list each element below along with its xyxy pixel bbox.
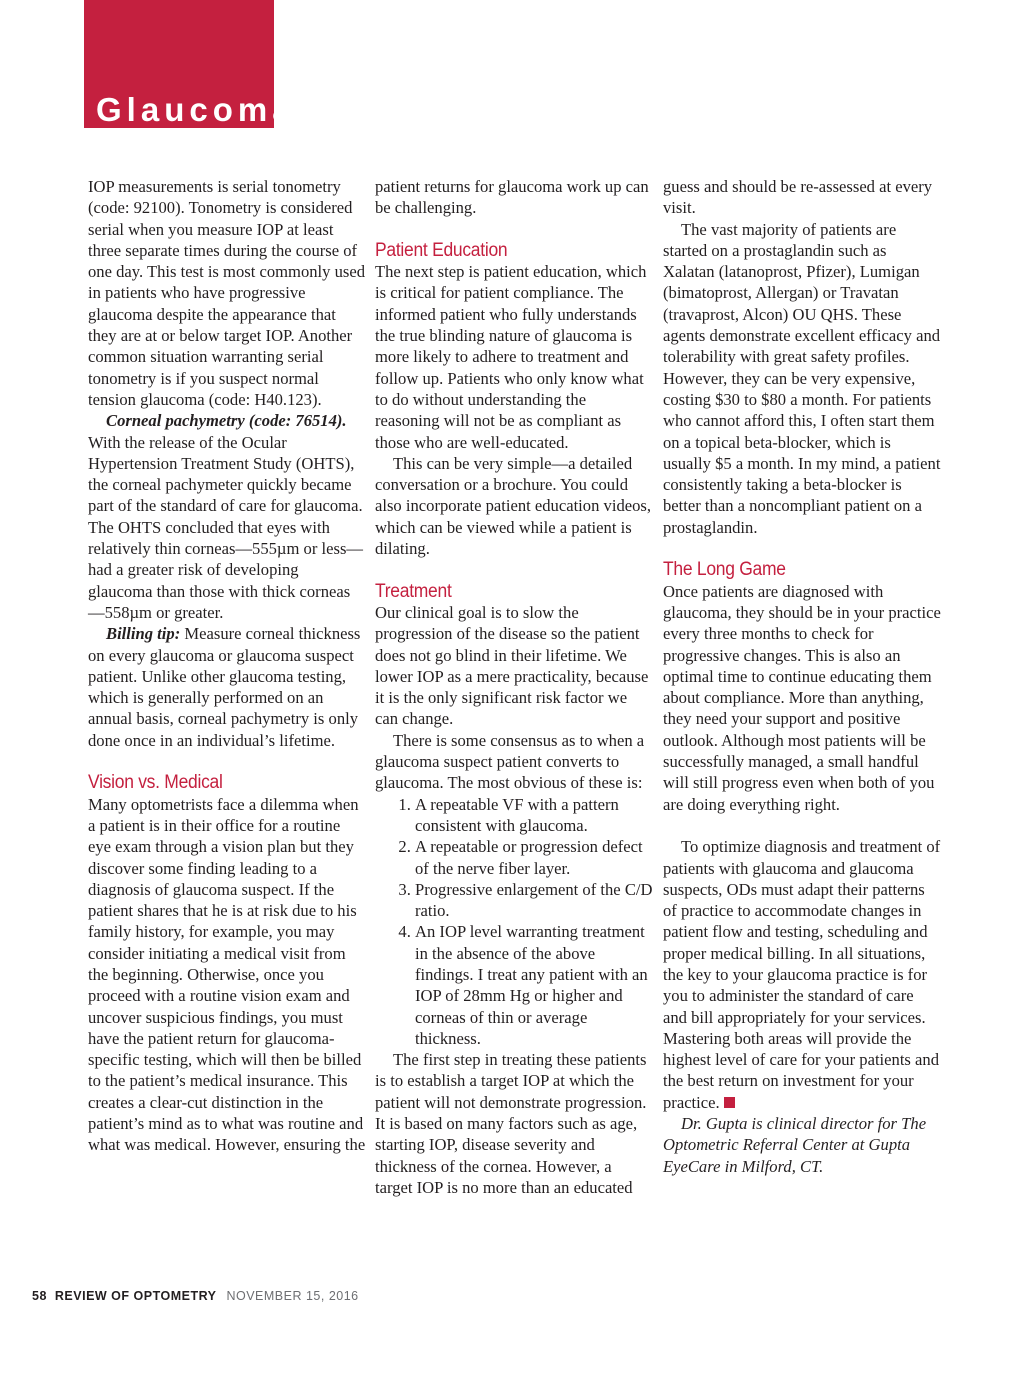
issue-date: NOVEMBER 15, 2016 bbox=[226, 1289, 359, 1303]
column-2 bbox=[375, 176, 653, 1198]
magazine-name: REVIEW OF OPTOMETRY bbox=[54, 1289, 217, 1303]
page-number: 58 bbox=[32, 1289, 47, 1303]
column-1 bbox=[88, 176, 366, 1156]
paragraph: There is some consensus as to when a glaucoma suspect patient converts to glaucoma. The most obvious of these is: bbox=[375, 730, 645, 793]
author-bio: Dr. Gupta is clinical director for The Optometric Referral Center at Gupta EyeCare in Milford, CT. bbox=[663, 1114, 927, 1176]
paragraph: IOP measurements is serial tonometry (code: 92100). Tonometry is considered serial when you measure IOP at least three separate times during the course of one day. This test is most commonly used in patients who have progressive glaucoma despite the appearance that they are at or below target IOP. Another common situation warranting serial tonometry is if you suspect normal tension glaucoma (code: H40.123). bbox=[88, 177, 366, 409]
subheading-patient-education: Patient Education bbox=[375, 239, 508, 261]
paragraph: This can be very simple—a detailed conversation or a brochure. You could also incorporate patient education videos, which can be viewed while a patient is dilating. bbox=[375, 453, 652, 559]
paragraph: patient returns for glaucoma work up can be challenging. bbox=[375, 177, 649, 218]
list-item: 2. A repeatable or progression defect of the nerve fiber layer. bbox=[415, 836, 653, 879]
paragraph: The first step in treating these patients is to establish a target IOP at which the patient will not demonstrate progression. It is based on many factors such as age, starting IOP, disease severity and thickness of the cornea. However, a target IOP is no more than an educated bbox=[375, 1050, 647, 1197]
paragraph bbox=[88, 623, 366, 751]
paragraph bbox=[663, 836, 941, 1113]
end-of-article-mark bbox=[724, 1097, 735, 1108]
paragraph: The next step is patient education, which is critical for patient compliance. The informed patient who fully understands the true blinding nature of glaucoma is more likely to adhere to treatment and follow up. Patients who only know what to do without understanding the reasoning will not be as compliant as those who are well-educated. bbox=[375, 262, 647, 452]
list-item: 4. An IOP level warranting treatment in the absence of the above findings. I treat any patient with an IOP of 28mm Hg or higher and corneas of thin or average thickness. bbox=[415, 921, 653, 1049]
paragraph bbox=[88, 410, 366, 623]
column-3 bbox=[663, 176, 941, 1177]
numbered-list bbox=[375, 794, 653, 1050]
paragraph: Once patients are diagnosed with glaucoma, they should be in your practice every three months to check for progressive changes. This is also an optimal time to continue educating them about compliance. More than anything, they need your support and positive outlook. Although most patients will be successfully managed, a small handful will still progress even when both of you are doing everything right. bbox=[663, 581, 941, 814]
list-item: 1. A repeatable VF with a pattern consistent with glaucoma. bbox=[415, 794, 653, 837]
subheading-vision-vs-medical: Vision vs. Medical bbox=[88, 772, 223, 794]
subheading-the-long-game: The Long Game bbox=[663, 559, 786, 581]
paragraph: The vast majority of patients are started on a prostaglandin such as Xalatan (latanoprost, Pfizer), Lumigan (bimatoprost, Allergan) or Travatan (travaprost, Alcon) OU QHS. These agents demonstrate excellent efficacy and tolerability with great safety profiles. However, they can be very expensive, costing $30 to $80 a month. For patients who cannot afford this, I often start them on a topical beta-blocker, which is usually $5 a month. In my mind, a patient consistently taking a beta-blocker is better than a noncompliant patient on a prostaglandin. bbox=[663, 219, 941, 537]
paragraph-body: Measure corneal thickness on every glaucoma or glaucoma suspect patient. Unlike other glaucoma testing, which is generally performed on an annual basis, corneal pachymetry is only done once in an individual’s lifetime. bbox=[88, 624, 361, 750]
section-title: Glaucoma bbox=[96, 91, 296, 128]
paragraph: Our clinical goal is to slow the progression of the disease so the patient does not go blind in their lifetime. We lower IOP as a mere practicality, because it is the only significant risk factor we can change. bbox=[375, 602, 649, 729]
run-in-label: Billing tip: bbox=[106, 624, 181, 644]
paragraph: Many optometrists face a dilemma when a patient is in their office for a routine eye exam through a vision plan but they discover some finding leading to a diagnosis of glaucoma suspect. If the patient shares that he is at risk due to his family history, for example, you may consider initiating a medical visit from the beginning. Otherwise, once you proceed with a routine vision exam and uncover suspicious findings, you must have the patient return for glaucoma-specific testing, which will then be billed to the patient’s medical insurance. This creates a clear-cut distinction in the patient’s mind as to what was routine and what was medical. However, ensuring the bbox=[88, 794, 366, 1155]
page-footer bbox=[32, 1289, 359, 1303]
subheading-treatment: Treatment bbox=[375, 580, 452, 602]
paragraph: guess and should be re-assessed at every visit. bbox=[663, 177, 933, 218]
paragraph-body: To optimize diagnosis and treatment of patients with glaucoma and glaucoma suspects, ODs must adapt their patterns of practice to accommodate changes in patient flow and testing, scheduling and proper medical billing. In all situations, the key to your glaucoma practice is for you to administer the standard of care and bill appropriately for your services. Mastering both areas will provide the highest level of care for your patients and the best return on investment for your practice. bbox=[663, 837, 941, 1112]
run-in-label: Corneal pachymetry (code: 76514). bbox=[106, 411, 347, 431]
section-banner bbox=[84, 0, 296, 128]
paragraph-body: With the release of the Ocular Hypertension Treatment Study (OHTS), the corneal pachymeter quickly became part of the standard of care for glaucoma. The OHTS concluded that eyes with relatively thin corneas—555µm or less—had a greater risk of developing glaucoma than those with thick corneas—558µm or greater. bbox=[88, 432, 363, 622]
list-item: 3. Progressive enlargement of the C/D ratio. bbox=[415, 879, 653, 922]
